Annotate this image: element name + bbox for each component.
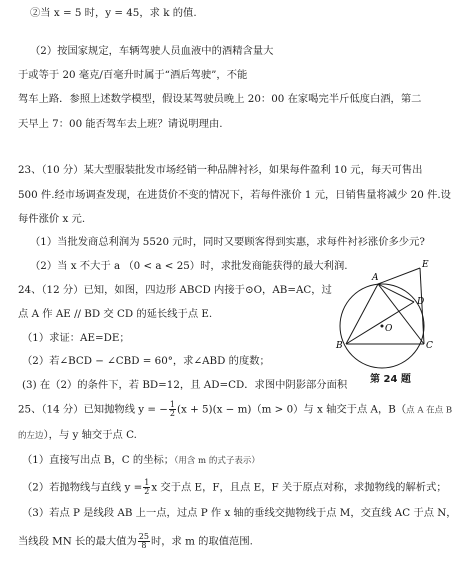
q25-part2-frac-num: 1 <box>144 478 150 487</box>
q25-part2-fraction <box>143 479 150 496</box>
q25-line2-note: 的左边 <box>18 431 44 441</box>
label-a: A <box>372 273 379 283</box>
q22-part2-line1: （2）按国家规定，车辆驾驶人员血液中的酒精含量大 <box>30 45 274 57</box>
q25-part2 <box>22 479 447 496</box>
label-d: D <box>417 297 425 307</box>
segment-ac <box>378 284 424 344</box>
q22-part2-line4: 天早上 7：00 能否驾车去上班？请说明理由. <box>18 118 223 130</box>
q25-part2-a: （2）若抛物线与直线 y = <box>22 481 143 494</box>
q23-line2: 500 件.经市场调查发现，在进货价不变的情况下，若每件涨价 1 元，日销售量将减少 20 件.设 <box>18 189 451 201</box>
q24-line2: 点 A 作 AE // BD 交 CD 的延长线于点 E. <box>18 308 213 320</box>
q25-part1-text: （1）直接写出点 B，C 的坐标； <box>22 454 175 466</box>
q22-part2-line3: 驾车上路．参照上述数学模型，假设某驾驶员晚上 20：00 在家喝完半斤低度白酒，第二 <box>18 93 422 105</box>
q25-line1-note: 点 A 在点 B <box>406 405 453 416</box>
q22-part1-tail: ②当 x = 5 时，y = 45，求 k 的值. <box>30 7 197 19</box>
q23-part1: （1）当批发商总利润为 5520 元时，同时又要顾客得到实惠，求每件衬衫涨价多少元? <box>30 236 425 248</box>
label-c: C <box>426 341 433 351</box>
q24-part2: （2）若∠BCD − ∠CBD = 60°，求∠ABD 的度数； <box>22 355 270 367</box>
q25-part3-line2-b: 时，求 m 的取值范围. <box>150 535 253 548</box>
q22-part2-line2: 于或等于 20 毫克/百毫升时属于“酒后驾驶”，不能 <box>18 69 248 81</box>
q25-part1-note: （用含 m 的式子表示） <box>174 456 260 466</box>
q25-part3-fraction <box>138 533 150 550</box>
figure-caption: 第 24 题 <box>370 374 411 385</box>
q25-frac-num: 1 <box>169 400 175 409</box>
label-o: O <box>385 324 393 334</box>
label-b: B <box>336 341 343 351</box>
q24-part3: (3) 在（2）的条件下，若 BD=12，且 AD=CD．求图中阴影部分面积 <box>22 379 348 391</box>
q25-part2-frac-den: 2 <box>144 487 150 496</box>
geometry-figure <box>326 258 456 388</box>
segment-bd <box>346 302 414 344</box>
q23-line1: 23、（10 分）某大型服装批发市场经销一种品牌衬衫，如果每件盈利 10 元，每天可售出 <box>18 164 423 176</box>
q25-part3-line2 <box>18 533 253 550</box>
center-point <box>381 325 384 328</box>
q25-frac-den: 2 <box>169 409 175 418</box>
q24-part1: （1）求证：AE=DE； <box>22 332 130 344</box>
q25-part3-frac-den: 8 <box>141 541 147 550</box>
q23-line3: 每件涨价 x 元. <box>18 213 86 225</box>
segment-ab <box>346 284 378 344</box>
q25-line1 <box>18 401 452 418</box>
q25-part3-frac-num: 25 <box>138 532 149 541</box>
q25-line1-a: 25、（14 分）已知抛物线 y = − <box>18 403 168 416</box>
q23-part2: （2）当 x 不大于 a （0 < a < 25）时，求批发商能获得的最大利润. <box>30 260 348 272</box>
q25-part2-b: x 交于点 E，F，且点 E，F 关于原点对称，求抛物线的解析式； <box>151 481 447 494</box>
label-e: E <box>422 260 429 270</box>
q25-line2-tail: ），与 y 轴交于点 C. <box>43 429 137 441</box>
q25-fraction <box>169 401 176 418</box>
q25-line1-b: (x + 5)(x − m)（m > 0）与 x 轴交于点 A，B（ <box>177 403 407 416</box>
q25-part3: （3）若点 P 是线段 AB 上一点，过点 P 作 x 轴的垂线交抛物线于点 M，交直线 AC 于点 N， <box>22 507 457 519</box>
q24-line1: 24、（12 分）已知，如图，四边形 ABCD 内接于⊙O，AB=AC，过 <box>18 284 332 296</box>
q25-part1 <box>22 453 260 468</box>
q25-line2 <box>18 428 137 443</box>
q25-part3-line2-a: 当线段 MN 长的最大值为 <box>18 535 137 548</box>
segment-ae <box>378 268 420 284</box>
